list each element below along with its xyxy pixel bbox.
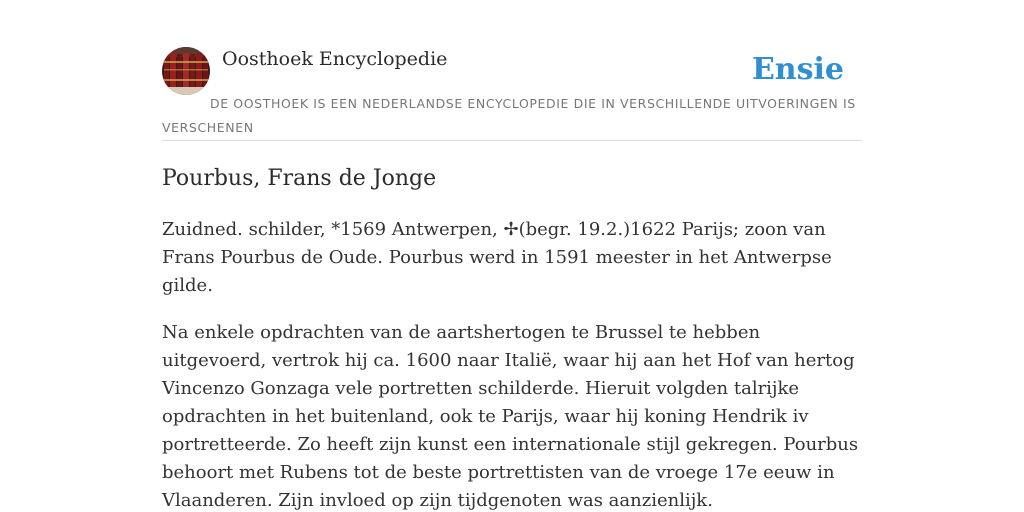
site-tagline: DE OOSTHOEK IS EEN NEDERLANDSE ENCYCLOPEDIE DIE IN VERSCHILLENDE UITVOERINGEN IS VERSCHENEN (162, 96, 856, 135)
site-header (162, 46, 862, 141)
article-title: Pourbus, Frans de Jonge (162, 166, 437, 191)
site-name[interactable]: Oosthoek Encyclopedie (222, 48, 448, 70)
encyclopedia-books-icon[interactable] (162, 47, 210, 95)
article (162, 162, 862, 512)
article-paragraph: Na enkele opdrachten van de aartshertogen te Brussel te hebben uitgevoerd, vertrok hij ca. 1600 naar Italië, waar hij aan het Hof van hertog Vincenzo Gonzaga vele portretten schilderde. Hieruit volgden talrijke opdrachten in het buitenland, ook te Parijs, waar hij koning Hendrik iv portretteerde. Zo heeft zijn kunst een internationale stijl gekregen. Pourbus behoort met Rubens tot de beste portrettisten van de vroege 17e eeuw in Vlaanderen. Zijn invloed op zijn tijdgenoten was aanzienlijk. (162, 322, 859, 511)
article-paragraph: Zuidned. schilder, *1569 Antwerpen, ✢(begr. 19.2.)1622 Parijs; zoon van Frans Pourbus de Oude. Pourbus werd in 1591 meester in het Antwerpse gilde. (162, 219, 832, 296)
ensie-logo[interactable]: Ensie (751, 52, 844, 87)
